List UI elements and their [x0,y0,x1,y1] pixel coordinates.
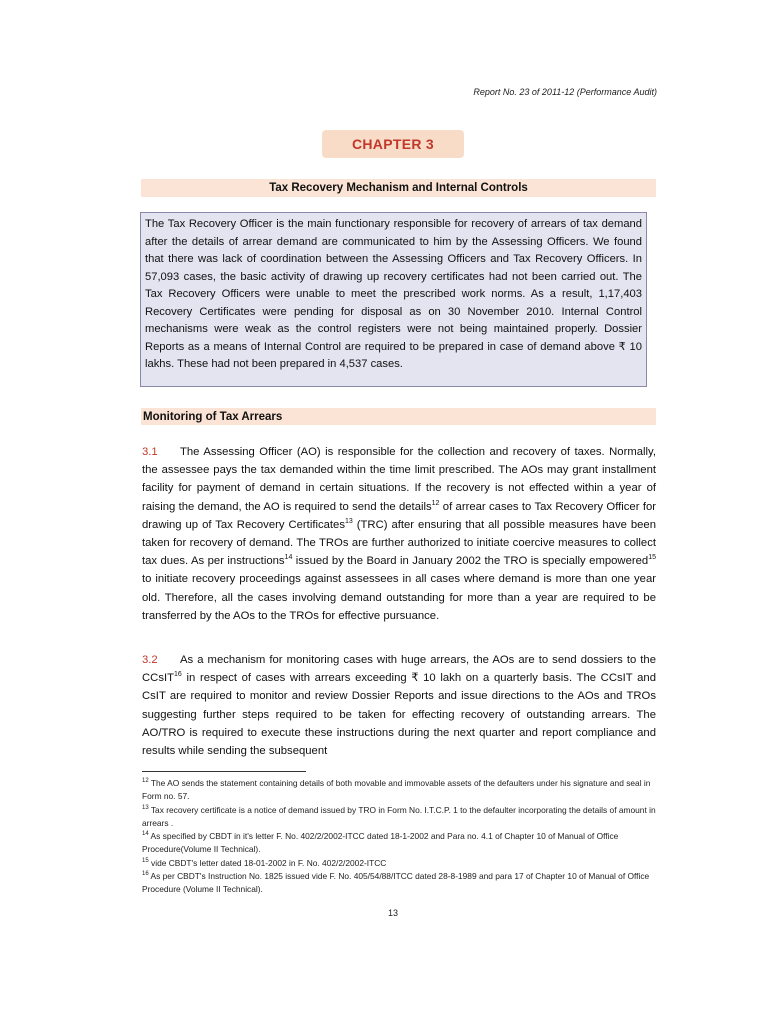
footnote-text: As specified by CBDT in it's letter F. No. 402/2/2002-ITCC dated 18-1-2002 and Para no. 4.1 of Chapter 10 of Manual of Office Procedure(Volume II Technical). [142,831,619,855]
footnote-text: vide CBDT's letter dated 18-01-2002 in F. No. 402/2/2002-ITCC [148,857,387,868]
footnote [142,857,656,870]
footnote-ref: 16 [174,671,182,679]
summary-box: The Tax Recovery Officer is the main functionary responsible for recovery of arrears of tax demand after the details of arrear demand are communicated to him by the Assessing Officers. We found that there was lack of coordination between the Assessing Officers and Tax Recovery Officers. In 57,093 cases, the basic activity of drawing up recovery certificates had not been carried out. The Tax Recovery Officers were unable to meet the prescribed work norms. As a result, 1,17,403 Recovery Certificates were pending for disposal as on 30 November 2010. Internal Control mechanisms were weak as the control registers were not being maintained properly. Dossier Reports as a means of Internal Control are required to be prepared in case of demand above ₹ 10 lakhs. These had not been prepared in 4,537 cases. [140,212,647,387]
footnote-ref: 13 [344,518,353,526]
footnote-number: 12 [142,778,149,785]
footnote-ref: 12 [431,499,440,507]
footnote-text: As per CBDT's Instruction No. 1825 issued vide F. No. 405/54/88/ITCC dated 28-8-1989 and para 17 of Chapter 10 of Manual of Office Procedure (Volume II Technical). [142,871,650,895]
paragraph-text: in respect of cases with arrears exceeding ₹ 10 lakh on a quarterly basis. The CCsIT and CsIT are required to monitor and review Dossier Reports and issue directions to the AOs and TROs suggesting further steps required to be taken for effecting recovery of outstanding arrears. The AO/TRO is required to execute these instructions during the next quarter and report compliance and results while sending the subsequent [142,672,656,758]
footnote [142,830,656,857]
paragraph-text: As a mechanism for monitoring cases with huge arrears, the AOs are to send dossiers to the CCsIT [142,654,656,685]
footnote [142,804,656,831]
paragraph-text: (TRC) after ensuring that all possible measures have been taken for recovery of demand. The TROs are further authorized to initiate coercive measures to collect tax dues. As per instructions [142,518,656,568]
page-number: 13 [387,908,398,918]
footnote-ref: 14 [284,554,293,562]
paragraph-text: issued by the Board in January 2002 the TRO is specially empowered [292,555,649,568]
chapter-label: CHAPTER 3 [322,130,464,158]
paragraph-text: of arrear cases to Tax Recovery Officer for drawing up of Tax Recovery Certificates [142,500,657,531]
footnote-ref: 15 [648,554,656,562]
footnote-divider [142,771,306,772]
chapter-title: Tax Recovery Mechanism and Internal Controls [141,179,656,197]
paragraph-text: The Assessing Officer (AO) is responsible for the collection and recovery of taxes. Normally, the assessee pays the tax demanded within the time limit prescribed. The AOs may grant installment facility for payment of demand in certain situations. If the recovery is not effected within a year of raising the demand, the AO is required to send the details [142,446,656,513]
footnote [142,870,656,897]
paragraph-number: 3.1 [142,446,158,458]
section-heading: Monitoring of Tax Arrears [141,408,656,425]
footnote [142,777,656,804]
footnote-number: 13 [142,804,149,811]
paragraph-text: to initiate recovery proceedings against assessees in all cases where demand is more than one year old. Therefore, all the cases involving demand outstanding for more than a year are required to be transferred by the AOs to the TROs for effective pursuance. [142,573,656,622]
paragraph-3-2 [142,651,656,760]
footnotes [142,777,656,897]
footnote-number: 16 [142,871,149,878]
footnote-text: The AO sends the statement containing details of both movable and immovable assets of the defaulters under his signature and seal in Form no. 57. [142,778,651,802]
footnote-number: 15 [142,857,149,864]
report-reference: Report No. 23 of 2011-12 (Performance Audit) [473,87,657,97]
footnote-text: Tax recovery certificate is a notice of demand issued by TRO in Form No. I.T.C.P. 1 to the defaulter incorporating the details of amount in arrears . [142,804,656,828]
paragraph-number: 3.2 [142,654,158,666]
paragraph-3-1 [142,443,656,625]
footnote-number: 14 [142,831,149,838]
